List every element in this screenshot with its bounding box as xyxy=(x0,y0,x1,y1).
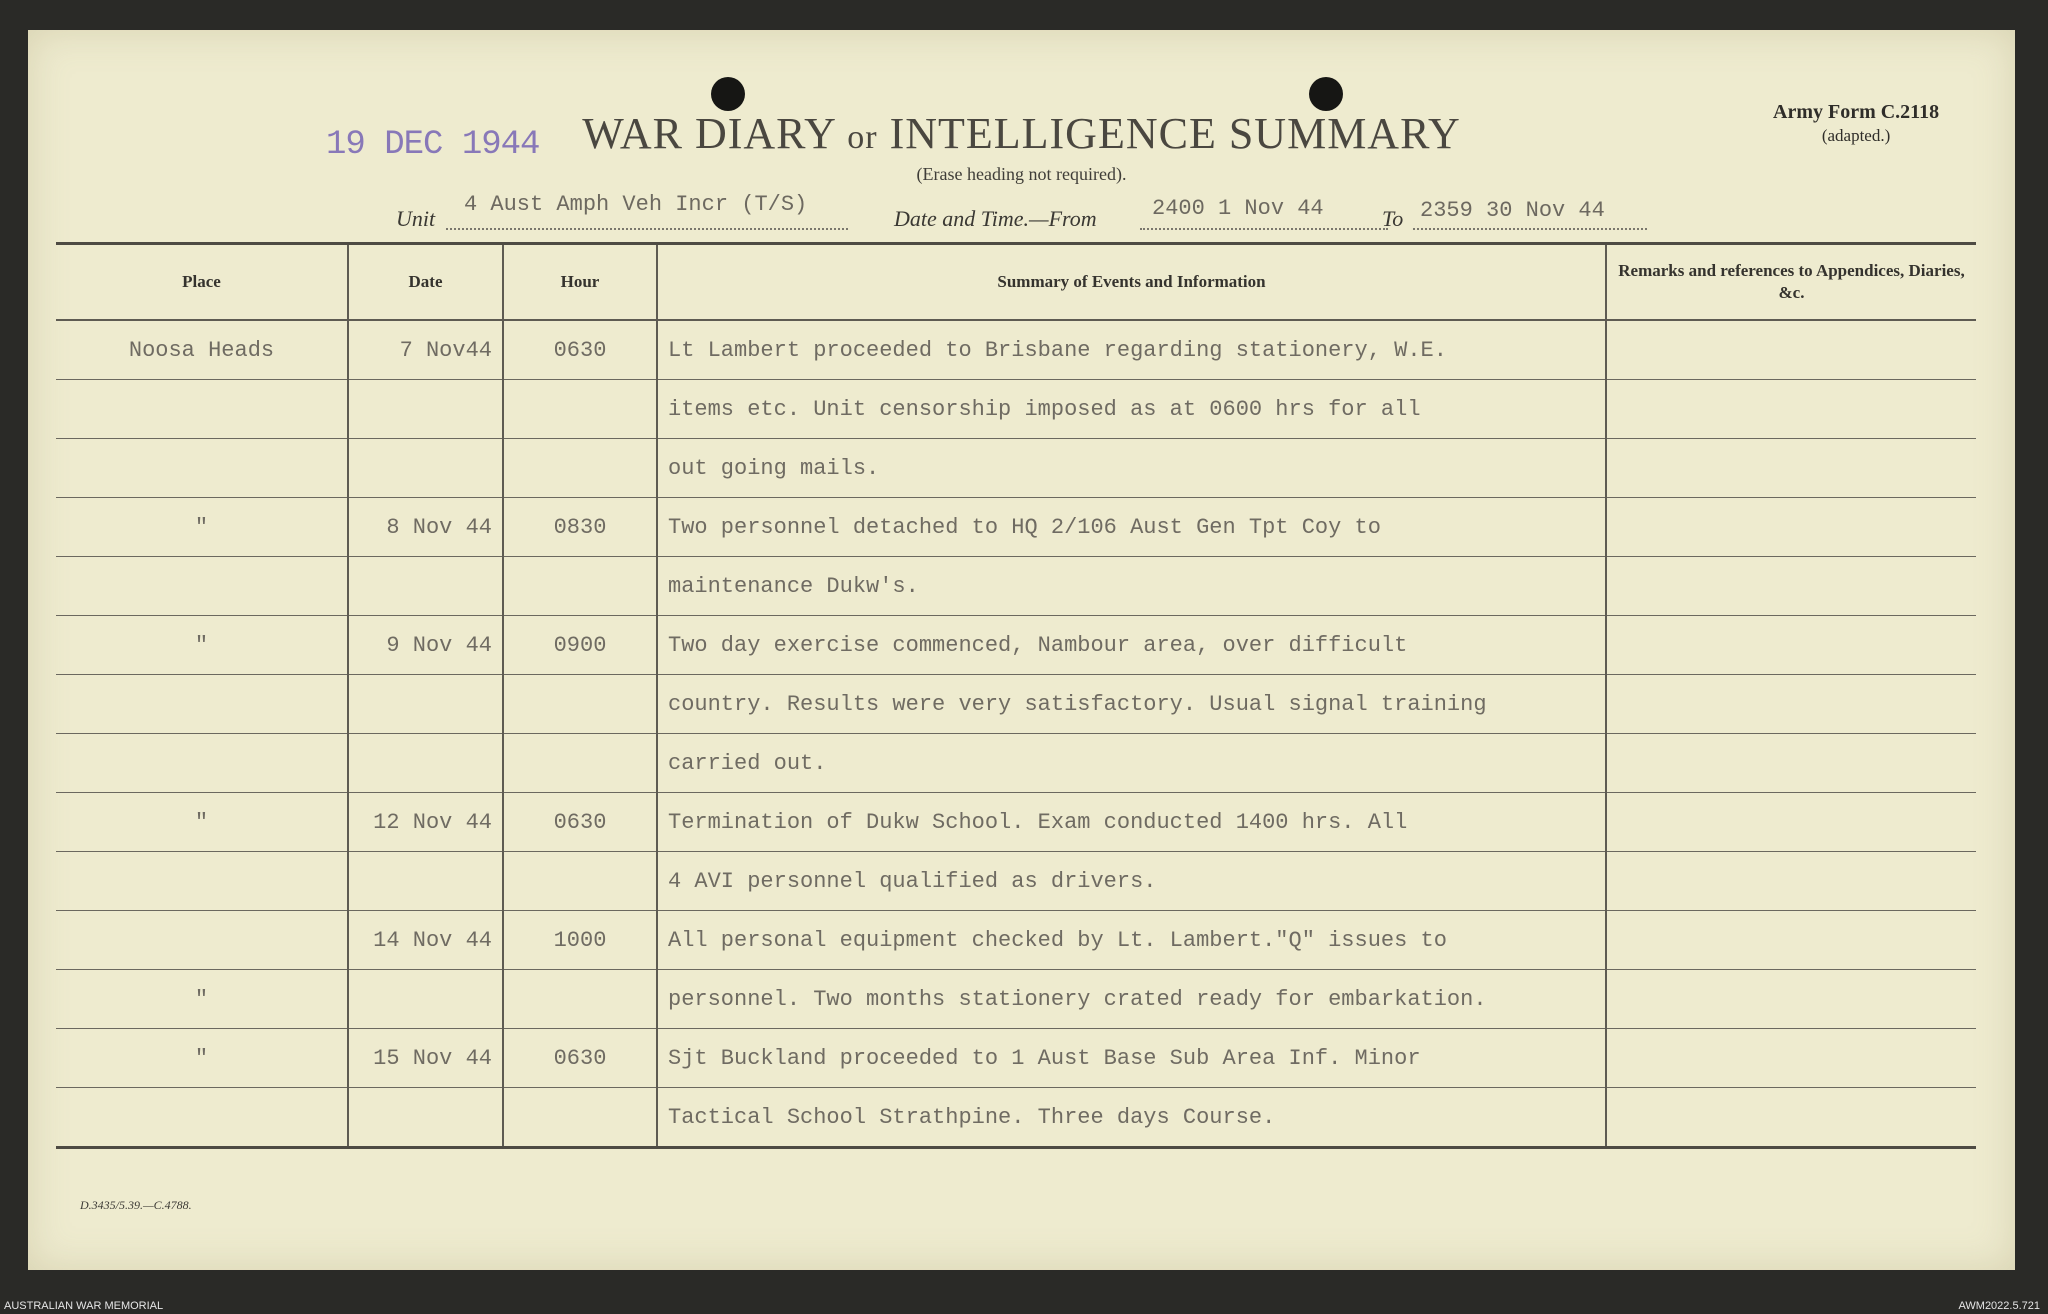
table-row xyxy=(56,557,1976,616)
cell-summary: Lt Lambert proceeded to Brisbane regarding stationery, W.E. xyxy=(657,320,1606,380)
cell-summary: out going mails. xyxy=(657,439,1606,498)
cell-remarks xyxy=(1606,380,1976,439)
cell-place xyxy=(56,675,348,734)
footer-accession-number: AWM2022.5.721 xyxy=(1958,1300,2040,1312)
date-received-stamp: 19 DEC 1944 xyxy=(326,126,540,164)
cell-place xyxy=(56,734,348,793)
cell-date xyxy=(348,734,503,793)
cell-hour: 0630 xyxy=(503,1029,657,1088)
title-or: or xyxy=(847,119,878,156)
cell-summary: Tactical School Strathpine. Three days Course. xyxy=(657,1088,1606,1148)
date-to-value: 2359 30 Nov 44 xyxy=(1420,198,1605,223)
cell-date: 8 Nov 44 xyxy=(348,498,503,557)
cell-remarks xyxy=(1606,793,1976,852)
footer-institution: AUSTRALIAN WAR MEMORIAL xyxy=(4,1300,164,1312)
cell-summary: personnel. Two months stationery crated ready for embarkation. xyxy=(657,970,1606,1029)
header-date: Date xyxy=(348,244,503,321)
cell-summary: carried out. xyxy=(657,734,1606,793)
cell-place: " xyxy=(56,1029,348,1088)
table-row xyxy=(56,1088,1976,1148)
table-header-row xyxy=(56,244,1976,321)
table-row xyxy=(56,1029,1976,1088)
cell-summary: maintenance Dukw's. xyxy=(657,557,1606,616)
cell-summary: Two day exercise commenced, Nambour area, over difficult xyxy=(657,616,1606,675)
header-remarks: Remarks and references to Appendices, Diaries, &c. xyxy=(1606,244,1976,321)
cell-hour: 0900 xyxy=(503,616,657,675)
table-row xyxy=(56,498,1976,557)
page-subtitle: (Erase heading not required). xyxy=(916,164,1127,184)
header-hour: Hour xyxy=(503,244,657,321)
cell-place: " xyxy=(56,616,348,675)
cell-place: " xyxy=(56,793,348,852)
unit-dotted-line xyxy=(446,228,848,230)
table-row xyxy=(56,734,1976,793)
table-row xyxy=(56,852,1976,911)
cell-place xyxy=(56,1088,348,1148)
cell-hour: 0630 xyxy=(503,793,657,852)
diary-table xyxy=(56,242,1976,1149)
cell-hour xyxy=(503,1088,657,1148)
cell-place xyxy=(56,439,348,498)
header-place: Place xyxy=(56,244,348,321)
cell-place: " xyxy=(56,970,348,1029)
unit-value: 4 Aust Amph Veh Incr (T/S) xyxy=(464,192,808,217)
cell-remarks xyxy=(1606,439,1976,498)
cell-date: 14 Nov 44 xyxy=(348,911,503,970)
table-row xyxy=(56,675,1976,734)
cell-remarks xyxy=(1606,852,1976,911)
cell-remarks xyxy=(1606,911,1976,970)
table-row xyxy=(56,793,1976,852)
cell-place xyxy=(56,911,348,970)
cell-date xyxy=(348,380,503,439)
cell-hour xyxy=(503,734,657,793)
cell-remarks xyxy=(1606,734,1976,793)
header-summary: Summary of Events and Information xyxy=(657,244,1606,321)
cell-date: 7 Nov44 xyxy=(348,320,503,380)
cell-remarks xyxy=(1606,616,1976,675)
cell-date xyxy=(348,1088,503,1148)
table-row xyxy=(56,380,1976,439)
cell-summary: country. Results were very satisfactory. Usual signal training xyxy=(657,675,1606,734)
cell-date xyxy=(348,557,503,616)
cell-remarks xyxy=(1606,675,1976,734)
table-row xyxy=(56,616,1976,675)
army-form-number: Army Form C.2118 xyxy=(1773,101,1940,123)
cell-date: 15 Nov 44 xyxy=(348,1029,503,1088)
cell-summary: items etc. Unit censorship imposed as at 0600 hrs for all xyxy=(657,380,1606,439)
army-form-adapted: (adapted.) xyxy=(1821,126,1891,145)
cell-date xyxy=(348,675,503,734)
cell-summary: Termination of Dukw School. Exam conducted 1400 hrs. All xyxy=(657,793,1606,852)
unit-label: Unit xyxy=(396,206,436,231)
table-row xyxy=(56,439,1976,498)
date-to-label: To xyxy=(1382,206,1404,231)
cell-hour xyxy=(503,675,657,734)
form-print-code: D.3435/5.39.—C.4788. xyxy=(80,1198,192,1212)
cell-remarks xyxy=(1606,970,1976,1029)
title-intelligence-summary: INTELLIGENCE SUMMARY xyxy=(889,109,1461,158)
date-to-dotted-line xyxy=(1413,228,1647,230)
cell-place xyxy=(56,380,348,439)
table-row xyxy=(56,911,1976,970)
cell-summary: Sjt Buckland proceeded to 1 Aust Base Sub Area Inf. Minor xyxy=(657,1029,1606,1088)
cell-place xyxy=(56,557,348,616)
cell-remarks xyxy=(1606,557,1976,616)
punch-hole-left xyxy=(711,77,745,111)
cell-hour xyxy=(503,852,657,911)
cell-date xyxy=(348,970,503,1029)
cell-remarks xyxy=(1606,1088,1976,1148)
punch-hole-right xyxy=(1309,77,1343,111)
cell-summary: 4 AVI personnel qualified as drivers. xyxy=(657,852,1606,911)
diary-table-body xyxy=(56,320,1976,1148)
page-title xyxy=(28,108,2015,159)
cell-place xyxy=(56,852,348,911)
cell-hour xyxy=(503,380,657,439)
table-row xyxy=(56,320,1976,380)
cell-date: 9 Nov 44 xyxy=(348,616,503,675)
diary-page xyxy=(28,30,2015,1270)
cell-date: 12 Nov 44 xyxy=(348,793,503,852)
cell-hour: 0630 xyxy=(503,320,657,380)
date-from-dotted-line xyxy=(1140,228,1388,230)
cell-summary: Two personnel detached to HQ 2/106 Aust Gen Tpt Coy to xyxy=(657,498,1606,557)
table-row xyxy=(56,970,1976,1029)
cell-remarks xyxy=(1606,498,1976,557)
date-from-label: Date and Time.—From xyxy=(894,206,1097,231)
cell-hour xyxy=(503,557,657,616)
cell-hour: 0830 xyxy=(503,498,657,557)
cell-hour: 1000 xyxy=(503,911,657,970)
cell-hour xyxy=(503,970,657,1029)
cell-remarks xyxy=(1606,320,1976,380)
cell-summary: All personal equipment checked by Lt. Lambert."Q" issues to xyxy=(657,911,1606,970)
date-from-value: 2400 1 Nov 44 xyxy=(1152,196,1324,221)
army-form-label xyxy=(1773,100,1939,148)
cell-date xyxy=(348,439,503,498)
cell-date xyxy=(348,852,503,911)
title-war-diary: WAR DIARY xyxy=(582,109,836,158)
cell-remarks xyxy=(1606,1029,1976,1088)
cell-hour xyxy=(503,439,657,498)
cell-place: " xyxy=(56,498,348,557)
cell-place: Noosa Heads xyxy=(56,320,348,380)
